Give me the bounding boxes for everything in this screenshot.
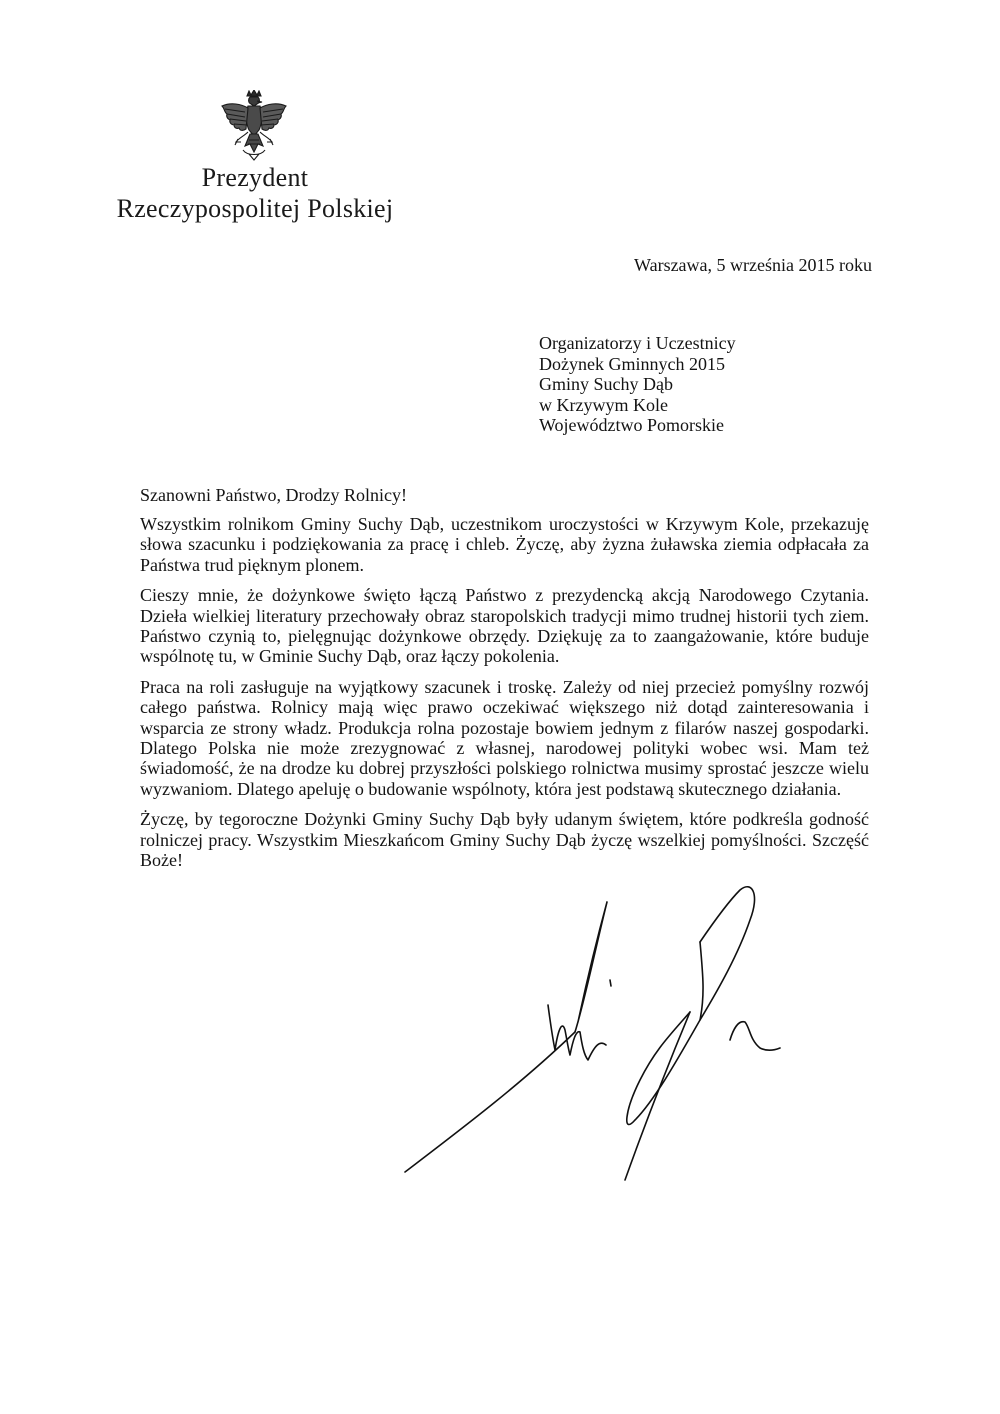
body-paragraph: Życzę, by tegoroczne Dożynki Gminy Suchy Dąb były udanym świętem, które podkreśla godność rolniczej pracy. Wszystkim Mieszkańcom Gminy Suchy Dąb życzę wszelkiej pomyślności. Szczęść Boże! — [140, 809, 869, 871]
salutation: Szanowni Państwo, Drodzy Rolnicy! — [140, 485, 407, 505]
letter-date: Warszawa, 5 września 2015 roku — [634, 255, 872, 275]
sender-title — [100, 162, 410, 224]
recipient-line: w Krzywym Kole — [539, 394, 668, 415]
letter-body — [140, 514, 869, 881]
sender-title-line-1: Prezydent — [201, 163, 309, 192]
recipient-line: Gminy Suchy Dąb — [539, 374, 673, 394]
body-paragraph: Wszystkim rolnikom Gminy Suchy Dąb, uczestnikom uroczystości w Krzywym Kole, przekazuję słowa szacunku i podziękowania za pracę i chleb. Życzę, aby żyzna żuławska ziemia odpłacała za Państwa trud pięknym plonem. — [140, 514, 869, 575]
recipient-line: Województwo Pomorskie — [539, 415, 725, 435]
body-paragraph: Cieszy mnie, że dożynkowe święto łączą Państwo z prezydencką akcją Narodowego Czytania. Dzieła wielkiej literatury przechowały obraz staropolskich tradycji mimo trudnej historii tych ziem. Państwo czynią to, pielęgnując dożynkowe obrzędy. Dziękuję za to zaangażowanie, które buduje wspólnotę tu, w Gminie Suchy Dąb, oraz łączy pokolenia. — [140, 585, 869, 667]
body-paragraph: Praca na roli zasługuje na wyjątkowy szacunek i troskę. Zależy od niej przecież pomyślny rozwój całego państwa. Rolnicy mają więc prawo oczekiwać większego niż dotąd zainteresowania i wsparcia ze strony władz. Produkcja rolna pozostaje bowiem jednym z filarów naszej gospodarki. Dlatego Polska nie może zrezygnować z własnej, narodowej polityki wobec wsi. Mam też świadomość, że na drodze ku dobrej przyszłości polskiego rolnictwa musimy sprostać jeszcze wielu wyzwaniom. Dlatego apeluję o budowanie wspólnoty, która jest podstawą skutecznego działania. — [140, 676, 869, 799]
recipient-line: Dożynek Gminnych 2015 — [539, 353, 725, 374]
recipient-address — [539, 333, 736, 436]
recipient-line: Organizatorzy i Uczestnicy — [539, 333, 736, 353]
white-eagle-emblem-icon — [219, 90, 289, 162]
sender-title-line-2: Rzeczypospolitej Polskiej — [116, 194, 394, 223]
handwritten-signature-icon — [400, 880, 840, 1190]
